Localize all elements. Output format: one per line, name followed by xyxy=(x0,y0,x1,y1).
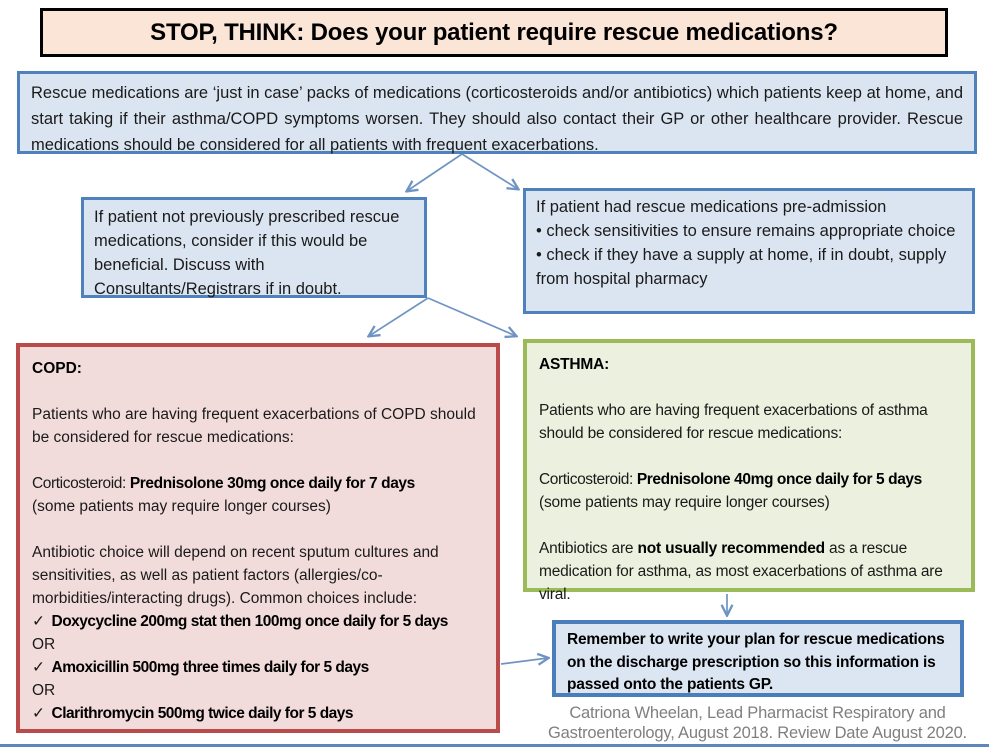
copd-spacer xyxy=(32,380,484,403)
copd-or-label: OR xyxy=(32,636,56,653)
asthma-antibiotics-text xyxy=(539,537,959,606)
arrow-intro-to-notprescribed-icon xyxy=(407,154,462,191)
attribution xyxy=(540,703,975,743)
asthma-box xyxy=(523,339,975,603)
copd-option-1-text: Doxycycline 200mg stat then 100mg once daily for 5 days xyxy=(51,613,448,630)
copd-intro-text: Patients who are having frequent exacerbations of COPD should be considered for rescue medications: xyxy=(32,406,476,446)
intro-text: Rescue medications are ‘just in case’ packs of medications (corticosteroids and/or antibiotics) which patients keep at home, and start taking if their asthma/COPD symptoms worsen. They should also contact their GP or other healthcare provider. Rescue medications should be considered for all patients with frequent exacerbations. xyxy=(31,84,963,154)
pre-admission-bullet-1: • check sensitivities to ensure remains appropriate choice xyxy=(536,222,956,240)
asthma-heading: ASTHMA: xyxy=(539,356,610,373)
copd-antibiotic-text: Antibiotic choice will depend on recent sputum cultures and sensitivities, as well as patient factors (allergies/co-morbidities/interacting drugs). Common choices include: xyxy=(32,544,439,607)
copd-option-doxycycline xyxy=(32,610,484,633)
check-icon: ✓ xyxy=(32,613,45,630)
copd-option-2-text: Amoxicillin 500mg three times daily for 5 days xyxy=(51,659,369,676)
remember-text: Remember to write your plan for rescue medications on the discharge prescription so this information is passed onto the patients GP. xyxy=(567,631,945,693)
not-prescribed-text: If patient not previously prescribed rescue medications, consider if this would be beneficial. Discuss with Consultants/Registrars if in doubt. xyxy=(94,208,400,298)
pre-admission-bullet-2: • check if they have a supply at home, if in doubt, supply from hospital pharmacy xyxy=(536,246,947,288)
copd-spacer xyxy=(32,449,484,472)
arrow-copd-to-remember-icon xyxy=(501,658,548,664)
copd-spacer xyxy=(32,518,484,541)
copd-option-clarithromycin xyxy=(32,702,484,725)
asthma-antibiotics-post: as a rescue medication for asthma, as most exacerbations of asthma are viral. xyxy=(539,540,943,603)
arrow-notprescribed-to-copd-icon xyxy=(369,298,428,336)
copd-corticosteroid-dose: Prednisolone 30mg once daily for 7 days xyxy=(129,475,415,492)
attribution-line-2: Gastroenterology, August 2018. Review Date August 2020. xyxy=(548,724,967,742)
copd-corticosteroid-note: (some patients may require longer courses) xyxy=(32,498,331,515)
asthma-spacer xyxy=(539,376,959,399)
asthma-spacer xyxy=(539,445,959,468)
asthma-spacer xyxy=(539,514,959,537)
asthma-antibiotics-pre: Antibiotics are xyxy=(539,540,638,557)
arrow-intro-to-preadmission-icon xyxy=(462,154,518,189)
remember-box xyxy=(552,620,964,697)
asthma-corticosteroid-label: Corticosteroid: xyxy=(539,471,637,488)
copd-corticosteroid-line xyxy=(32,472,484,495)
pre-admission-box xyxy=(523,188,975,314)
copd-corticosteroid-label: Corticosteroid: xyxy=(32,475,130,492)
copd-box xyxy=(16,343,500,733)
intro-box xyxy=(17,71,977,154)
page-title: STOP, THINK: Does your patient require rescue medications? xyxy=(150,18,838,46)
copd-option-3-text: Clarithromycin 500mg twice daily for 5 days xyxy=(51,705,354,722)
title-box xyxy=(40,8,948,57)
pre-admission-heading: If patient had rescue medications pre-admission xyxy=(536,198,887,216)
asthma-intro-text: Patients who are having frequent exacerbations of asthma should be considered for rescue medications: xyxy=(539,402,928,442)
asthma-antibiotics-bold: not usually recommended xyxy=(637,540,825,557)
copd-option-amoxicillin xyxy=(32,656,484,679)
copd-or-label: OR xyxy=(32,682,56,699)
copd-heading: COPD: xyxy=(32,360,82,377)
arrow-notprescribed-to-asthma-icon xyxy=(428,298,516,336)
check-icon: ✓ xyxy=(32,659,45,676)
not-prescribed-box xyxy=(81,197,427,298)
asthma-corticosteroid-note: (some patients may require longer courses) xyxy=(539,494,830,511)
check-icon: ✓ xyxy=(32,705,45,722)
asthma-corticosteroid-line xyxy=(539,468,959,491)
attribution-line-1: Catriona Wheelan, Lead Pharmacist Respiratory and xyxy=(569,704,946,722)
asthma-corticosteroid-dose: Prednisolone 40mg once daily for 5 days xyxy=(636,471,922,488)
